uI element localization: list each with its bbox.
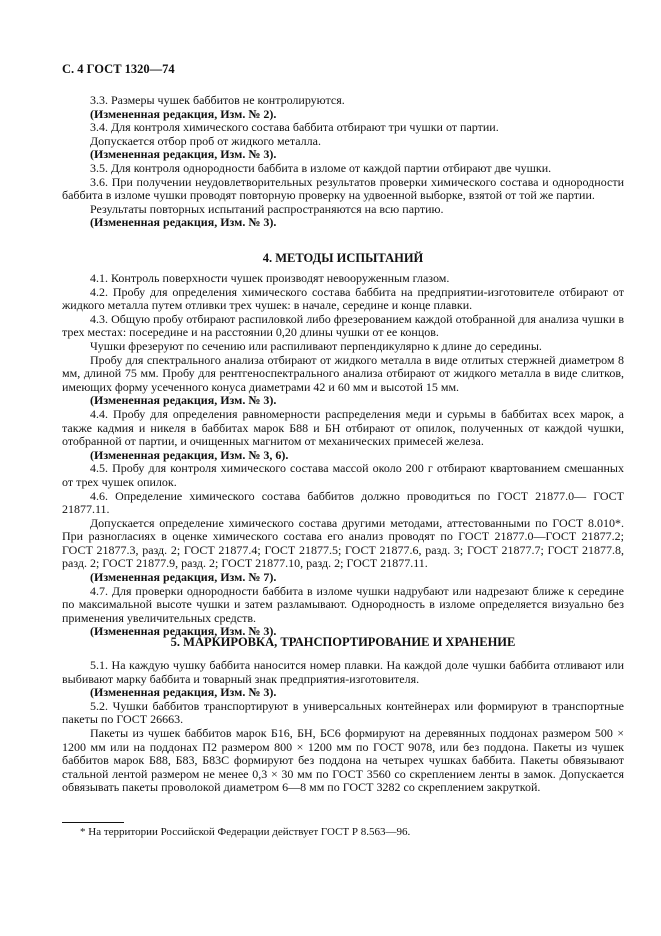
section-3-body	[62, 94, 624, 230]
paragraph: 4.5. Пробу для контроля химического состава массой около 200 г отбирают квартованием смешанных от трех чушек опилок.	[62, 461, 624, 489]
paragraph: Допускается определение химического состава другими методами, аттестованными по ГОСТ 8.010*. При разногласиях в оценке химического состава его анализ проводят по ГОСТ 21877.0—ГОСТ 21877.2; ГОСТ 21877.3, разд. 2; ГОСТ 21877.4; ГОСТ 21877.5; ГОСТ 21877.6, разд. 3; ГОСТ 21877.7; ГОСТ 21877.8, разд. 2; ГОСТ 21877.9, разд. 2; ГОСТ 21877.10, разд. 2; ГОСТ 21877.11.	[62, 515, 624, 571]
paragraph: Пробу для спектрального анализа отбирают от жидкого металла в виде отлитых стержней диаметром 8 мм, длиной 75 мм. Пробу для рентгеноспектрального анализа отбирают от жидкого металла в виде слитков, имеющих форму усеченного конуса диаметрами 42 и 60 мм и высотой 15 мм.	[62, 352, 624, 394]
paragraph: Результаты повторных испытаний распространяются на всю партию.	[90, 201, 444, 216]
paragraph: 4.3. Общую пробу отбирают распиловкой либо фрезерованием каждой отобранной для анализа чушки в трех местах: посередине и на расстоянии 0,20 длины чушки от ее концов.	[62, 311, 624, 340]
paragraph: Пакеты из чушек баббитов марок Б16, БН, БС6 формируют на деревянных поддонах размером 500 × 1200 мм или на поддонах П2 размером 800 × 1200 мм по ГОСТ 9078, или без поддона. Пакеты из чушек баббитов марок Б88, Б83, Б83С формируют без поддона на четырех чушках баббита. Пакеты обвязывают стальной лентой размером не менее 0,3 × 30 мм по ГОСТ 3560 со скреплением ленты в замок. Допускается обвязывать пакеты проволокой диаметром 6—8 мм по ГОСТ 3282 со скреплением закруткой.	[62, 725, 624, 795]
paragraph: 3.5. Для контроля однородности баббита в изломе от каждой партии отбирают две чушки.	[90, 160, 552, 175]
paragraph: 4.2. Пробу для определения химического состава баббита на предприятии-изготовителе отбирают от жидкого металла путем отливки трех чушек: в начале, середине и конце плавки.	[62, 284, 624, 313]
paragraph: 4.7. Для проверки однородности баббита в изломе чушки надрубают или надрезают ближе к середине по максимальной высоте чушки и затем разламывают. Однородность в изломе определяется визуально без применения увеличительных средств.	[62, 583, 624, 625]
amendment-note: (Измененная редакция, Изм. № 3, 6).	[90, 447, 289, 462]
paragraph: Допускается отбор проб от жидкого металла.	[90, 133, 321, 148]
amendment-note: (Измененная редакция, Изм. № 2).	[90, 106, 277, 121]
amendment-note: (Измененная редакция, Изм. № 7).	[90, 570, 277, 585]
paragraph: 4.1. Контроль поверхности чушек производят невооруженным глазом.	[90, 271, 450, 285]
section-5-body	[62, 659, 624, 795]
paragraph: 3.6. При получении неудовлетворительных результатов проверки химического состава и однородности баббита в изломе чушки проводят повторную проверку на удвоенной выборке, взятой от той же партии.	[62, 174, 624, 203]
page-header: С. 4 ГОСТ 1320—74	[62, 62, 175, 76]
footnote-divider	[62, 822, 124, 823]
section-4-title: 4. МЕТОДЫ ИСПЫТАНИЙ	[262, 251, 424, 265]
paragraph: Чушки фрезеруют по сечению или распиливают перпендикулярно к длине до середины.	[90, 338, 542, 353]
amendment-note: (Измененная редакция, Изм. № 3).	[90, 147, 277, 162]
paragraph: 3.4. Для контроля химического состава баббита отбирают три чушки от партии.	[90, 120, 499, 135]
paragraph: 4.6. Определение химического состава баббитов должно проводиться по ГОСТ 21877.0— ГОСТ 21877.11.	[62, 488, 624, 517]
paragraph: 5.1. На каждую чушку баббита наносится номер плавки. На каждой доле чушки баббита отливают или выбивают марку баббита и товарный знак предприятия-изготовителя.	[62, 658, 624, 686]
section-5-title: 5. МАРКИРОВКА, ТРАНСПОРТИРОВАНИЕ И ХРАНЕНИЕ	[170, 635, 516, 649]
amendment-note: (Измененная редакция, Изм. № 3).	[90, 624, 277, 639]
amendment-note: (Измененная редакция, Изм. № 3).	[90, 685, 277, 700]
paragraph: 5.2. Чушки баббитов транспортируют в универсальных контейнерах или формируют в транспортные пакеты по ГОСТ 26663.	[62, 698, 624, 727]
amendment-note: (Измененная редакция, Изм. № 3).	[90, 215, 277, 230]
section-4-body	[62, 272, 624, 639]
amendment-note: (Измененная редакция, Изм. № 3).	[90, 393, 277, 408]
paragraph: 3.3. Размеры чушек баббитов не контролируются.	[90, 93, 345, 107]
footnote: * На территории Российской Федерации действует ГОСТ Р 8.563—96.	[80, 826, 411, 838]
paragraph: 4.4. Пробу для определения равномерности распределения меди и сурьмы в баббитах всех марок, а также кадмия и никеля в баббитах марок Б88 и БН отбирают от опилок, полученных от каждой чушки, отобранной от партии, и очищенных магнитом от механических примесей железа.	[62, 406, 624, 449]
